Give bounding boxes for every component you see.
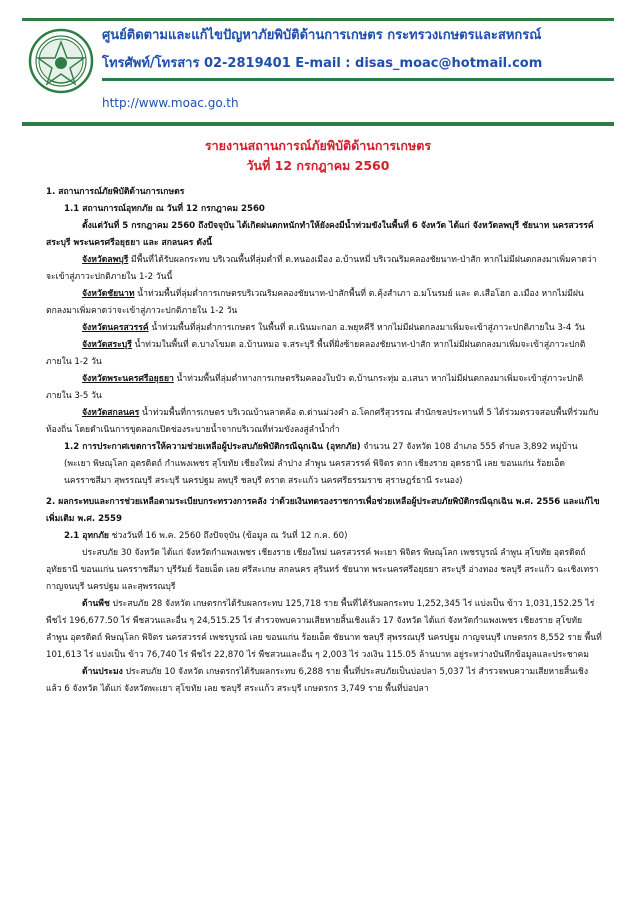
letterhead	[22, 18, 614, 130]
affected-provinces: ประสบภัย 30 จังหวัด ได้แก่ จังหวัดกำแพงเพชร เชียงราย เชียงใหม่ นครสวรรค์ พะเยา พิจิตร พิษณุโลก เพชรบูรณ์ ลำพูน สุโขทัย อุตรดิตถ์ อุทัยธานี ขอนแก่น นครราชสีมา บุรีรัมย์ ร้อยเอ็ด เลย ศรีสะเกษ สกลนคร สุรินทร์ ชัยนาท พระนครศรีอยุธยา สระบุรี อ่างทอง ชลบุรี สระแก้ว ฉะเชิงเทรา กาญจนบุรี นครปฐม และสุพรรณบุรี	[46, 548, 599, 592]
province-ayutthaya: จังหวัดพระนครศรีอยุธยา น้ำท่วมพื้นที่ลุ่มต่ำทางการเกษตรริมคลองใบบัว ต.บ้านกระทุ่ม อ.เสนา หากไม่มีฝนตกลงมาเพิ่มจะเข้าสู่ภาวะปกติภายใน 3-5 วัน	[46, 374, 584, 401]
report-date: วันที่ 12 กรกฎาคม 2560	[246, 158, 390, 173]
crop-impact: ด้านพืช ประสบภัย 28 จังหวัด เกษตรกรได้รับผลกระทบ 125,718 ราย พื้นที่ได้รับผลกระทบ 1,252,345 ไร่ แบ่งเป็น ข้าว 1,031,152.25 ไร่ พืชไร่ 196,677.50 ไร่ พืชสวนและอื่น ๆ 24,515.25 ไร่ สำรวจพบความเสียหายสิ้นเชิงแล้ว 17 จังหวัด ได้แก่ จังหวัดกำแพงเพชร เชียงราย สุโขทัย ลำพูน อุตรดิตถ์ พิษณุโลก พิจิตร นครสวรรค์ เพชรบูรณ์ เลย ขอนแก่น ร้อยเอ็ด ชัยนาท ชลบุรี สุพรรณบุรี นครปฐม กาญจนบุรี เกษตรกร 8,552 ราย พื้นที่ 101,613 ไร่ แบ่งเป็น ข้าว 76,740 ไร่ พืชไร่ 22,870 ไร่ พืชสวนและอื่น ๆ 2,003 ไร่ วงเงิน 115.05 ล้านบาท อยู่ระหว่างบันทึกข้อมูลและประชาคม	[46, 599, 602, 660]
header-rule-top	[22, 18, 614, 21]
province-lopburi: จังหวัดลพบุรี มีพื้นที่ได้รับผลกระทบ บริเวณพื้นที่ลุ่มต่ำที่ ต.หนองเมือง อ.บ้านหมี่ บริเวณริมคลองชัยนาท-ป่าสัก หากไม่มีฝนตกลงมาเพิ่มคาดว่าจะเข้าสู่ภาวะปกติภายใน 1-2 วันนี้	[46, 255, 597, 282]
province-nakhonsawan: จังหวัดนครสวรรค์ น้ำท่วมพื้นที่ลุ่มต่ำการเกษตร ในพื้นที่ ต.เนินมะกอก อ.พยุหคีรี หากไม่มีฝนตกลงมาเพิ่มจะเข้าสู่ภาวะปกติภายใน 3-4 วัน	[82, 323, 585, 333]
header-rule-bottom	[22, 122, 614, 126]
section-2-1: 2.1 อุทกภัย ช่วงวันที่ 16 พ.ค. 2560 ถึงปัจจุบัน (ข้อมูล ณ วันที่ 12 ก.ค. 60)	[64, 531, 348, 541]
section-1-1-heading: 1.1 สถานการณ์อุทกภัย ณ วันที่ 12 กรกฎาคม 2560	[64, 204, 265, 214]
province-saraburi: จังหวัดสระบุรี น้ำท่วมในพื้นที่ ต.บางโขมด อ.บ้านหมอ จ.สระบุรี พื้นที่ฝั่งซ้ายคลองชัยนาท-ป่าสัก หากไม่มีฝนตกลงมาเพิ่มจะเข้าสู่ภาวะปกติภายใน 1-2 วัน	[46, 340, 586, 367]
contact-line: โทรศัพท์/โทรสาร 02-2819401 E-mail : disas_moac@hotmail.com	[102, 56, 543, 71]
website-link[interactable]: http://www.moac.go.th	[102, 96, 239, 110]
fishery-impact: ด้านประมง ประสบภัย 10 จังหวัด เกษตรกรได้รับผลกระทบ 6,288 ราย พื้นที่ประสบภัยเป็นบ่อปลา 5,037 ไร่ สำรวจพบความเสียหายสิ้นเชิงแล้ว 6 จังหวัด ได้แก่ จังหวัดพะเยา สุโขทัย เลย ชลบุรี สระแก้ว สระบุรี เกษตรกร 3,749 ราย พื้นที่บ่อปลา	[46, 667, 589, 694]
header-rule-middle	[102, 78, 614, 81]
section-1-2: 1.2 การประกาศเขตการให้ความช่วยเหลือผู้ประสบภัยพิบัติกรณีฉุกเฉิน (อุทกภัย) จำนวน 27 จังหวัด 108 อำเภอ 555 ตำบล 3,892 หมู่บ้าน (พะเยา พิษณุโลก อุตรดิตถ์ กำแพงเพชร สุโขทัย เชียงใหม่ ลำปาง ลำพูน นครสวรรค์ พิจิตร ตาก เชียงราย อุดรธานี เลย ขอนแก่น ร้อยเอ็ด นครราชสีมา สุพรรณบุรี สระบุรี นครปฐม ลพบุรี ชลบุรี ตราด สระแก้ว นครศรีธรรมราช สุราษฎร์ธานี ระนอง)	[64, 442, 578, 486]
section-1-heading: 1. สถานการณ์ภัยพิบัติด้านการเกษตร	[46, 187, 185, 197]
province-chainat: จังหวัดชัยนาท น้ำท่วมพื้นที่ลุ่มต่ำการเกษตรบริเวณริมคลองชัยนาท-ป่าสักพื้นที่ ต.คุ้งสำเภา อ.มโนรมย์ และ ต.เสือโฮก อ.เมือง หากไม่มีฝนตกลงมาเพิ่มคาดว่าจะเข้าสู่ภาวะปกติภายใน 1-2 วัน	[46, 289, 584, 316]
province-label: จังหวัดสระบุรี	[82, 340, 132, 350]
province-label: จังหวัดสกลนคร	[82, 408, 140, 418]
province-label: จังหวัดลพบุรี	[82, 255, 129, 265]
province-label: จังหวัดพระนครศรีอยุธยา	[82, 374, 174, 384]
province-sakonnakhon: จังหวัดสกลนคร น้ำท่วมพื้นที่การเกษตร บริเวณบ้านลาดค้อ ต.ด่านม่วงคำ อ.โคกศรีสุวรรณ สำนักชลประทานที่ 5 ได้ร่วมตรวจสอบพื้นที่ร่วมกับท้องถิ่น โดยดำเนินการขุดลอกเปิดช่องระบายน้ำจากบริเวณที่ท่วมขังลงสู่ลำน้ำก่ำ	[46, 408, 599, 435]
report-body	[46, 184, 602, 698]
flood-intro: ตั้งแต่วันที่ 5 กรกฎาคม 2560 ถึงปัจจุบัน ได้เกิดฝนตกหนักทำให้ยังคงมีน้ำท่วมขังในพื้นที่ 6 จังหวัด ได้แก่ จังหวัดลพบุรี ชัยนาท นครสวรรค์ สระบุรี พระนครศรีอยุธยา และ สกลนคร ดังนี้	[46, 221, 594, 248]
ministry-seal-icon	[28, 28, 94, 94]
province-label: จังหวัดนครสวรรค์	[82, 323, 149, 333]
section-2-heading: 2. ผลกระทบและการช่วยเหลือตามระเบียบกระทรวงการคลัง ว่าด้วยเงินทดรองราชการเพื่อช่วยเหลือผู้ประสบภัยพิบัติกรณีฉุกเฉิน พ.ศ. 2556 และแก้ไขเพิ่มเติม พ.ศ. 2559	[46, 497, 600, 524]
organization-name: ศูนย์ติดตามและแก้ไขปัญหาภัยพิบัติด้านการเกษตร กระทรวงเกษตรและสหกรณ์	[102, 28, 542, 43]
province-label: จังหวัดชัยนาท	[82, 289, 135, 299]
report-title: รายงานสถานการณ์ภัยพิบัติด้านการเกษตร	[204, 138, 432, 153]
